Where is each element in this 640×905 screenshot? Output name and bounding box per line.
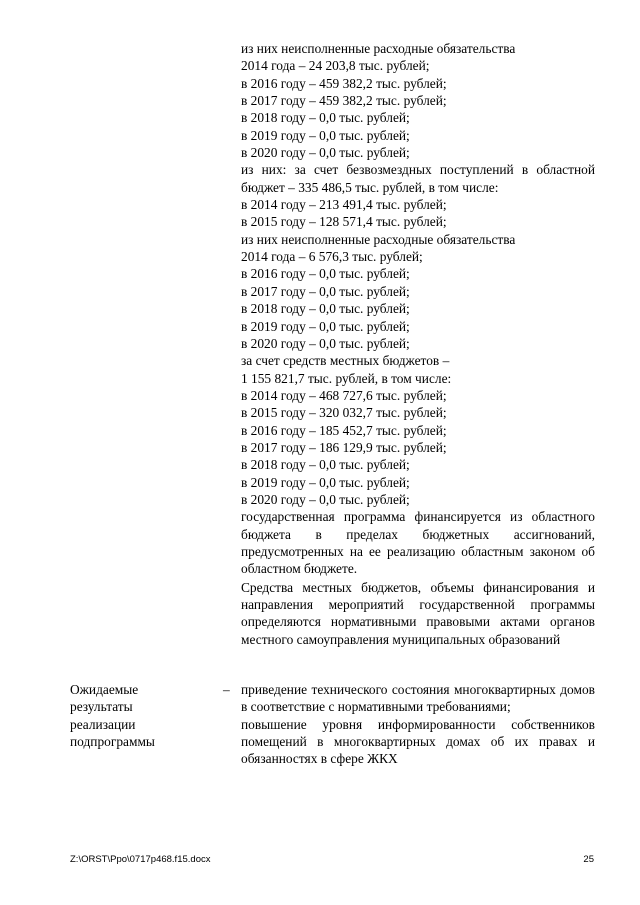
- funding-block: [241, 40, 595, 648]
- funding-line: из них неисполненные расходные обязательства: [241, 41, 516, 56]
- funding-line: в 2014 году – 468 727,6 тыс. рублей;: [241, 387, 447, 403]
- result-item: повышение уровня информированности собственников помещений в многоквартирных домах об их правах и обязанностях в сфере ЖКХ: [241, 716, 595, 767]
- funding-line: в 2016 году – 185 452,7 тыс. рублей;: [241, 422, 447, 438]
- funding-line: в 2015 году – 128 571,4 тыс. рублей;: [241, 214, 447, 230]
- funding-line: из них неисполненные расходные обязательства: [241, 231, 516, 247]
- funding-line: в 2018 году – 0,0 тыс. рублей;: [241, 457, 410, 473]
- funding-line: в 2016 году – 0,0 тыс. рублей;: [241, 266, 410, 282]
- funding-line: за счет средств местных бюджетов –: [241, 353, 450, 369]
- federal-intro-paragraph: из них: за счет безвозмездных поступлений в областной бюджет – 335 486,5 тыс. рублей, в том числе:: [241, 162, 595, 195]
- footer-file-path: Z:\ORST\Ppo\0717p468.f15.docx: [70, 854, 211, 865]
- funding-line: в 2019 году – 0,0 тыс. рублей;: [241, 127, 410, 143]
- funding-line: в 2016 году – 459 382,2 тыс. рублей;: [241, 75, 447, 91]
- funding-line: в 2014 году – 213 491,4 тыс. рублей;: [241, 197, 447, 213]
- funding-line: в 2019 году – 0,0 тыс. рублей;: [241, 318, 410, 334]
- funding-line: в 2015 году – 320 032,7 тыс. рублей;: [241, 405, 447, 421]
- funding-line: в 2020 году – 0,0 тыс. рублей;: [241, 491, 410, 507]
- funding-line: в 2018 году – 0,0 тыс. рублей;: [241, 301, 410, 317]
- results-dash: –: [223, 682, 230, 697]
- regional-budget-note: государственная программа финансируется из областного бюджета в пределах бюджетных ассигнований, предусмотренных на ее реализацию областным законом об областном бюджете.: [241, 509, 595, 577]
- funding-line: в 2020 году – 0,0 тыс. рублей;: [241, 335, 410, 351]
- funding-line: в 2017 году – 459 382,2 тыс. рублей;: [241, 93, 447, 109]
- funding-line: 2014 года – 6 576,3 тыс. рублей;: [241, 249, 423, 265]
- funding-line: в 2017 году – 186 129,9 тыс. рублей;: [241, 439, 447, 455]
- funding-line: в 2018 году – 0,0 тыс. рублей;: [241, 110, 410, 126]
- funding-line: 2014 года – 24 203,8 тыс. рублей;: [241, 58, 430, 74]
- local-budget-note: Средства местных бюджетов, объемы финансирования и направления мероприятий государственной программы определяются нормативными правовыми актами органов местного самоуправления муниципальных образований: [241, 579, 595, 647]
- funding-line: в 2017 году – 0,0 тыс. рублей;: [241, 283, 410, 299]
- funding-line: в 2019 году – 0,0 тыс. рублей;: [241, 474, 410, 490]
- expected-results-label: Ожидаемые результаты реализации подпрограммы: [70, 682, 155, 750]
- footer-page-number: 25: [583, 854, 594, 865]
- funding-line: в 2020 году – 0,0 тыс. рублей;: [241, 145, 410, 161]
- result-item: приведение технического состояния многоквартирных домов в соответствие с нормативными требованиями;: [241, 682, 595, 715]
- funding-line: 1 155 821,7 тыс. рублей, в том числе:: [241, 370, 452, 386]
- expected-results-body: [241, 681, 595, 768]
